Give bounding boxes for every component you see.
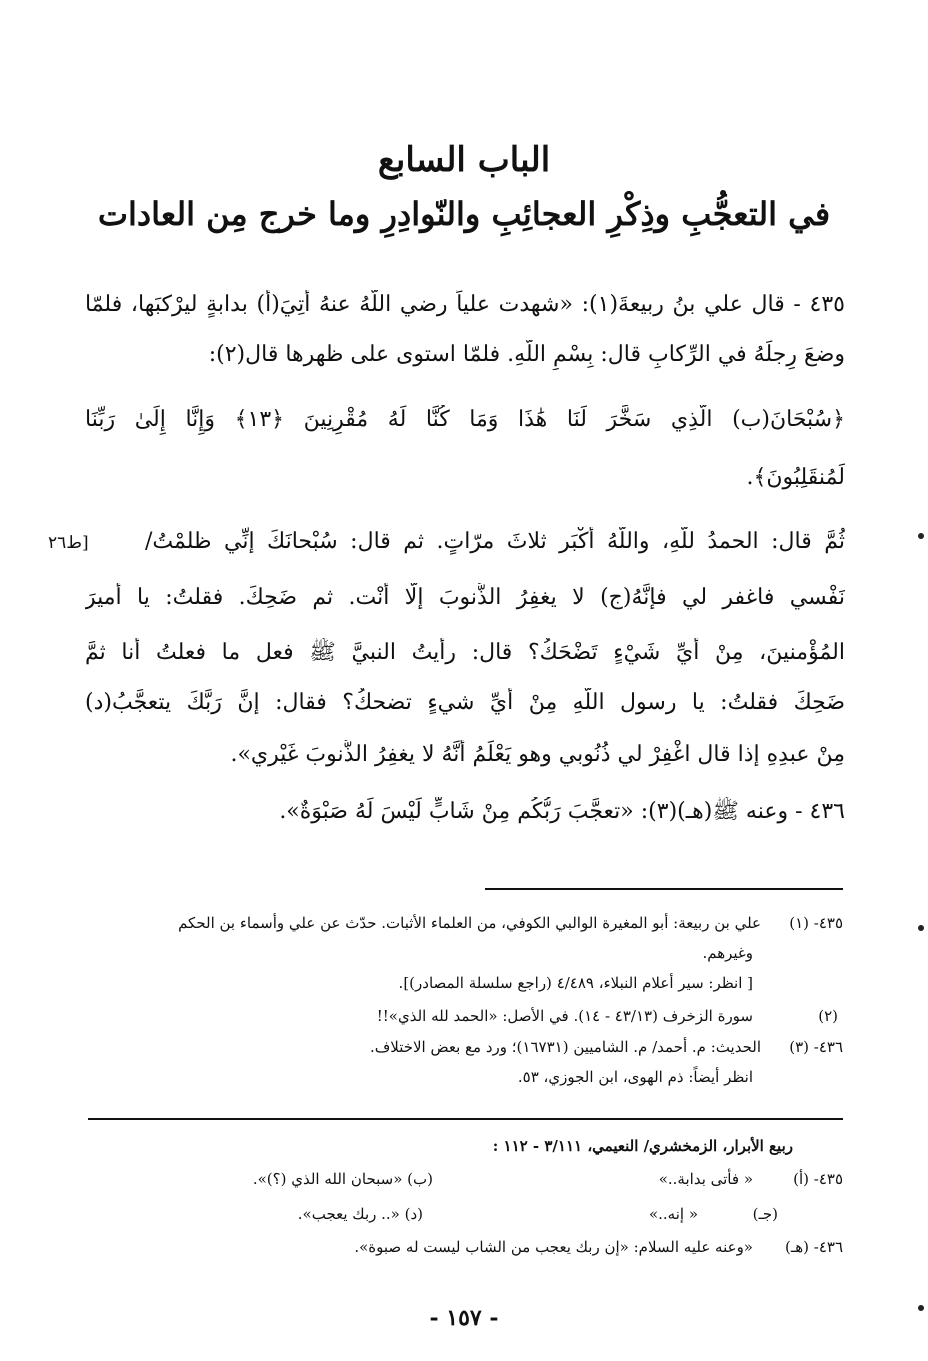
footnote-key: ٤٣٥- (١): [789, 914, 843, 932]
chapter-title: الباب السابع: [377, 140, 551, 180]
manuscript-page-marker: [ط٢٦: [48, 533, 89, 553]
footnote-text: وغيرهم.: [702, 944, 753, 962]
scan-speck: [918, 533, 924, 539]
footnote-text: [ انظر: سير أعلام النبلاء، ٤/٤٨٩ (راجع سلسلة المصادر)].: [398, 974, 753, 992]
body-line: ٤٣٥ - قال علي بنُ ربيعةَ(١): «شهدت علياً رضي اللّهُ عنهُ أُتِيَ(أ) بدابةٍ ليرْكبَها، فلمّا: [85, 292, 845, 317]
body-line: المُؤْمنينَ، مِنْ أيِّ شَيْءٍ تَضْحَكُ؟ قال: رأيتُ النبيَّ ﷺ فعل ما فعلتُ أنا ثمَّ: [85, 640, 845, 665]
body-line: ضَحِكَ فقلتُ: يا رسول اللّهِ مِنْ أيِّ شيءٍ تضحكُ؟ فقال: إنَّ رَبَّكَ يتعجَّبُ(د): [85, 690, 845, 715]
scan-speck: [918, 925, 924, 931]
variant-reading: (د) «.. ربك يعجب».: [297, 1205, 423, 1223]
footnote-text: علي بن ربيعة: أبو المغيرة الوالبي الكوفي، من العلماء الأثبات. حدّث عن علي وأسماء بن الحكم: [178, 914, 761, 932]
footnote-line: [88, 1066, 753, 1088]
body-line: نَفْسي فاغفر لي فإنَّهُ(ج) لا يغفِرُ الذُّنوبَ إلّا أَنْت. ثم ضَحِكَ. فقلتُ: يا أميرَ: [85, 585, 845, 610]
footnote-text: سورة الزخرف (٤٣/١٣ - ١٤). في الأصل: «الحمد لله الذي»!!: [376, 1007, 753, 1025]
variants-separator: [88, 1118, 843, 1120]
footnote-key: (٢): [818, 1007, 838, 1025]
page-number: - ١٥٧ -: [429, 1305, 499, 1331]
footnote-key: ٤٣٦- (٣): [789, 1038, 843, 1056]
footnote-line: [88, 942, 753, 964]
footnote-line: [88, 912, 843, 934]
variant-reading: «وعنه عليه السلام: «إن ربك يعجب من الشاب ليست له صبوة».: [354, 1238, 753, 1256]
quran-verse-line: لَمُنقَلِبُونَ﴾.: [746, 465, 845, 490]
footnote-separator: [485, 888, 843, 890]
variant-key: (جـ): [752, 1205, 778, 1223]
quran-verse-line: ﴿سُبْحَانَ(ب) الَّذِي سَخَّرَ لَنَا هَٰذَا وَمَا كُنَّا لَهُ مُقْرِنِينَ ﴿١٣﴾ وَإِنَّا إِلَىٰ رَبِّنَا: [85, 407, 845, 432]
footnote-line: [88, 972, 753, 994]
scan-speck: [918, 1305, 924, 1311]
footnote-text: انظر أيضاً: ذم الهوى، ابن الجوزي، ٥٣.: [517, 1068, 753, 1086]
body-line: وضعَ رِجلَهُ في الرِّكابِ قال: بِسْمِ اللّهِ. فلمّا استوى على ظهرها قال(٢):: [208, 342, 845, 367]
footnote-line: [88, 1036, 843, 1058]
variant-reading: (ب) «سبحان الله الذي (؟)».: [252, 1170, 433, 1188]
variant-key: ٤٣٥- (أ): [793, 1170, 843, 1188]
variant-reading: « إنه..»: [648, 1205, 698, 1223]
body-line: مِنْ عبدِهِ إذا قال اغْفِرْ لي ذُنُوبي وهو يَعْلَمُ أنَّهُ لا يغفِرُ الذُّنوبَ غَيْري».: [230, 742, 845, 767]
variant-key: ٤٣٦- (هـ): [784, 1238, 843, 1256]
body-line: ثُمَّ قال: الحمدُ للّهِ، واللّهُ أكْبَر ثلاثَ مرّاتٍ. ثم قال: سُبْحانَكَ إنِّي ظلمْتُ/: [145, 529, 845, 554]
body-line: ٤٣٦ - وعنه ﷺ(هـ)(٣): «تعجَّبَ رَبُّكُم مِنْ شَابٍّ لَيْسَ لَهُ صَبْوَةٌ».: [279, 799, 845, 824]
variants-heading: ربيع الأبرار، الزمخشري/ النعيمي، ٣/١١١ - ١١٢ :: [492, 1137, 793, 1155]
footnote-line: [83, 1005, 838, 1027]
footnote-text: الحديث: م. أحمد/ م. الشاميين (١٦٧٣١)؛ ورد مع بعض الاختلاف.: [369, 1038, 761, 1056]
variant-reading: « فأتى بدابة..»: [658, 1170, 753, 1188]
chapter-subtitle: في التعجُّبِ وذِكْرِ العجائِبِ والنّوادِرِ وما خرج مِن العادات: [97, 195, 831, 233]
